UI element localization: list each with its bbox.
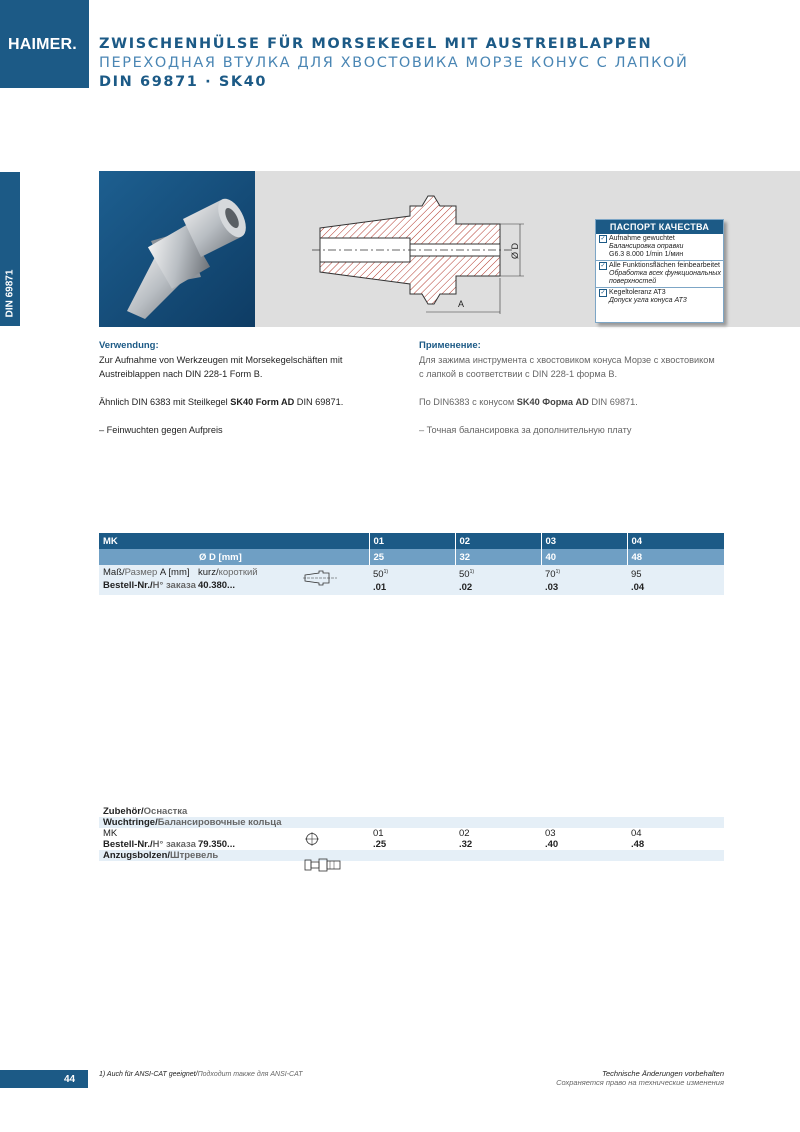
quality-item-de: Alle Funktionsflächen feinbearbeitet [609, 262, 720, 269]
table-cell: 04 [631, 828, 642, 839]
table-header-cell: 01 [369, 533, 455, 549]
adapter-sketch-icon [303, 570, 339, 586]
quality-item [596, 261, 723, 287]
usage-russian [419, 339, 719, 437]
mk-label: MK [103, 828, 118, 839]
table-row [99, 828, 724, 839]
row-label: Maß/Размер A [mm] kurz/короткий Bestell-Nr./Н° заказа 40.380... [99, 565, 369, 595]
table-cell: .48 [631, 839, 645, 850]
usage-paragraph: Для зажима инструмента с хвостовиком конуса Морзе с хвостовиком с лапкой в соответствии с DIN 228-1 форма B. [419, 355, 715, 379]
accessories-heading: Zubehör/Оснастка [103, 806, 188, 817]
accessories-table [99, 806, 724, 861]
table-row [99, 850, 724, 861]
title-russian: ПЕРЕХОДНАЯ ВТУЛКА ДЛЯ ХВОСТОВИКА МОРЗЕ КОНУС С ЛАПКОЙ [99, 55, 689, 71]
balancing-rings-heading: Wuchtringe/Балансировочные кольца [99, 817, 724, 828]
usage-heading: Verwendung: [99, 340, 159, 351]
table-cell: 25 [369, 549, 455, 565]
checkbox-checked-icon: ✓ [600, 290, 606, 296]
table-cell: 95 .04 [627, 565, 724, 595]
table-cell: 01 [373, 828, 384, 839]
product-photo [99, 171, 255, 327]
row-label: Bestell-Nr./Н° заказа 79.350... [103, 839, 235, 850]
table-cell: 03 [545, 828, 556, 839]
page-number: 44 [64, 1074, 76, 1085]
table-row [99, 565, 724, 595]
usage-heading: Применение: [419, 340, 481, 351]
usage-paragraph: Zur Aufnahme von Werkzeugen mit Morsekegelschäften mit Austreiblappen nach DIN 228-1 Form B. [99, 355, 343, 379]
pull-stud-icon [304, 857, 342, 873]
quality-item-de: Kegeltoleranz AT3 [609, 289, 666, 296]
haimer-logo: HAIMER. [8, 36, 77, 53]
title-german: ZWISCHENHÜLSE FÜR MORSEKEGEL MIT AUSTREIBLAPPEN [99, 36, 653, 52]
table-cell: 50$^{1)}$ .02 [455, 565, 541, 595]
table-cell: 48 [627, 549, 724, 565]
footer-disclaimer: Technische Änderungen vorbehalten Сохраняется право на технические изменения [556, 1069, 724, 1087]
usage-paragraph: – Feinwuchten gegen Aufpreis [99, 425, 223, 435]
table-cell: .40 [545, 839, 559, 850]
table-cell: 50$^{1)}$ .01 [369, 565, 455, 595]
table-cell: 70$^{1)}$ .03 [541, 565, 627, 595]
pull-stud-heading: Anzugsbolzen/Штревель [99, 850, 724, 861]
quality-item-ru: Допуск угла конуса AT3 [609, 297, 687, 304]
product-table [99, 533, 724, 595]
balancing-ring-icon [305, 832, 319, 846]
quality-item-extra: G6.3 8.000 1/min 1/мин [609, 251, 684, 258]
usage-german [99, 339, 399, 437]
table-cell: .32 [459, 839, 473, 850]
quality-passport-box [595, 219, 724, 323]
quality-item-ru: Балансировка оправки [609, 243, 684, 250]
title-standard: DIN 69871 · SK40 [99, 74, 268, 90]
table-cell: 02 [459, 828, 470, 839]
table-header-row [99, 533, 724, 549]
length-dimension-label: A [458, 299, 465, 309]
table-header-cell: 02 [455, 533, 541, 549]
usage-paragraph: По DIN6383 с конусом SK40 Форма AD DIN 69871. [419, 397, 638, 407]
checkbox-checked-icon: ✓ [600, 263, 606, 269]
table-row [99, 839, 724, 850]
table-cell: .25 [373, 839, 387, 850]
technical-drawing [300, 188, 540, 321]
quality-passport-title: ПАСПОРТ КАЧЕСТВА [596, 220, 723, 234]
usage-paragraph: Ähnlich DIN 6383 mit Steilkegel SK40 Form AD DIN 69871. [99, 397, 344, 407]
table-row [99, 549, 724, 565]
quality-item-de: Aufnahme gewuchtet [609, 235, 675, 242]
quality-item [596, 234, 723, 260]
table-row [99, 817, 724, 828]
mk-label: MK [99, 533, 369, 549]
usage-paragraph: – Точная балансировка за дополнительную плату [419, 425, 632, 435]
table-header-cell: 04 [627, 533, 724, 549]
diameter-label: Ø D [mm] [99, 549, 369, 565]
quality-item [596, 288, 723, 306]
table-cell: 40 [541, 549, 627, 565]
quality-item-ru: Обработка всех функциональных поверхностей [609, 270, 721, 285]
table-row [99, 806, 724, 817]
table-cell: 32 [455, 549, 541, 565]
diameter-dimension-label: Ø D [510, 242, 521, 260]
checkbox-checked-icon: ✓ [600, 236, 606, 242]
footnote: 1) Auch für ANSI-CAT geeignet/Подходит также для ANSI-CAT [99, 1071, 303, 1078]
table-header-cell: 03 [541, 533, 627, 549]
side-tab-label: DIN 69871 [4, 269, 16, 318]
